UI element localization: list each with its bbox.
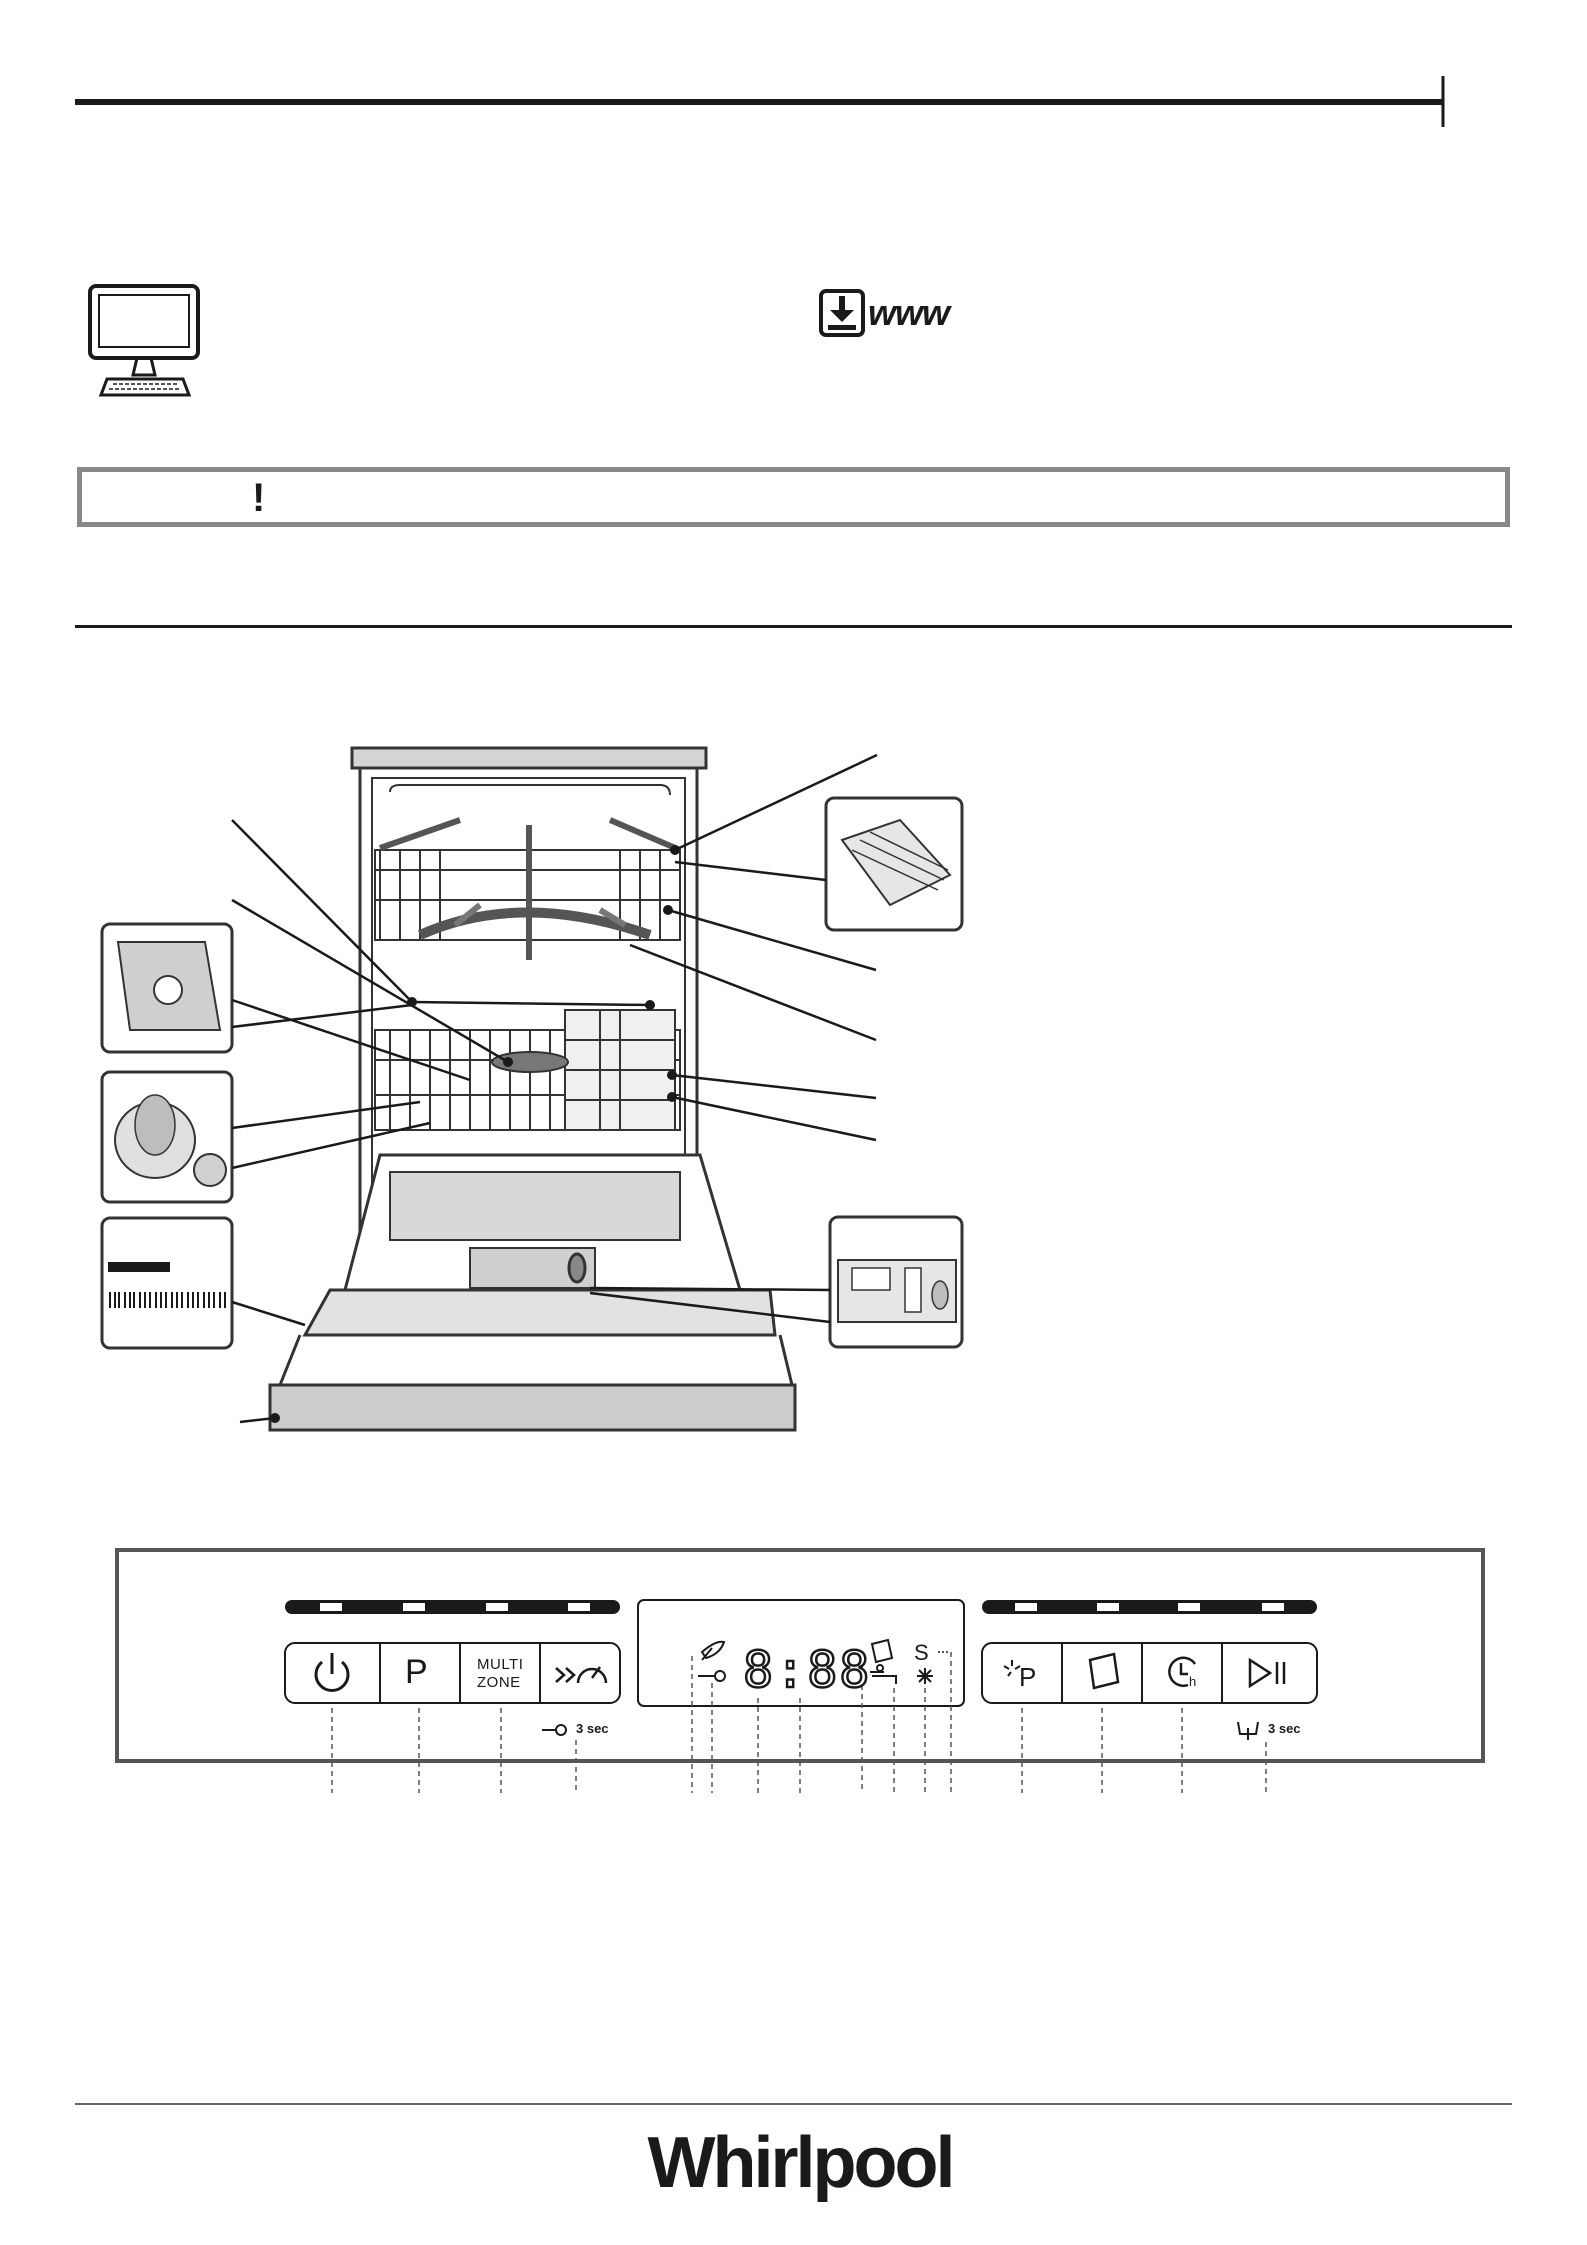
program-button-label[interactable]: P — [405, 1653, 428, 1691]
dishwasher-diagram — [0, 700, 1587, 1460]
power-button[interactable] — [285, 1643, 380, 1703]
lower-basket — [375, 1010, 680, 1130]
program-button[interactable] — [380, 1643, 460, 1703]
left-indicator-strip — [285, 1600, 620, 1614]
callout-filter-assembly — [102, 1072, 232, 1202]
right-indicator-strip — [982, 1600, 1317, 1614]
warning-box — [77, 467, 1510, 527]
monitor-icon — [85, 283, 205, 398]
download-www-icon — [818, 288, 950, 340]
callout-detergent-dispenser — [830, 1217, 962, 1347]
rinse-aid-button-label[interactable]: P — [1019, 1662, 1037, 1692]
drain-hint: 3 sec — [1268, 1721, 1301, 1736]
display-digits: 8:88 — [743, 1641, 872, 1699]
multizone-label-line2[interactable]: ZONE — [477, 1674, 521, 1691]
warning-exclamation: ! — [252, 476, 266, 520]
key-lock-icon — [542, 1725, 566, 1735]
drain-icon — [1238, 1722, 1258, 1740]
callout-cup-rack — [826, 798, 962, 930]
display-key-lock-icon — [698, 1671, 725, 1681]
delay-start-button[interactable] — [1142, 1643, 1222, 1703]
multizone-label-line1[interactable]: MULTI — [477, 1656, 524, 1673]
speed-button[interactable] — [540, 1643, 620, 1703]
callout-rating-plate — [102, 1218, 232, 1348]
top-rule — [0, 0, 1587, 140]
eco-leaf-icon — [702, 1642, 724, 1660]
dishwasher-door — [270, 1155, 795, 1430]
delay-start-label: h — [1189, 1674, 1197, 1689]
salt-refill-icon — [870, 1665, 896, 1684]
callout-filter-cover — [102, 924, 232, 1052]
brand-logo: Whirlpool — [647, 2123, 953, 2203]
rinse-aid-indicator-icon — [917, 1668, 933, 1684]
upper-basket — [375, 820, 680, 960]
salt-s-indicator: S — [914, 1640, 929, 1665]
rinse-aid-button[interactable] — [982, 1643, 1062, 1703]
multizone-button[interactable] — [460, 1643, 540, 1703]
tablet-button[interactable] — [1062, 1643, 1142, 1703]
display-tablet-icon — [872, 1640, 892, 1662]
section-divider — [75, 625, 1512, 628]
start-pause-button[interactable] — [1222, 1643, 1317, 1703]
footer-rule — [75, 2103, 1512, 2105]
key-lock-hint: 3 sec — [576, 1721, 609, 1736]
www-label: www — [868, 292, 950, 333]
